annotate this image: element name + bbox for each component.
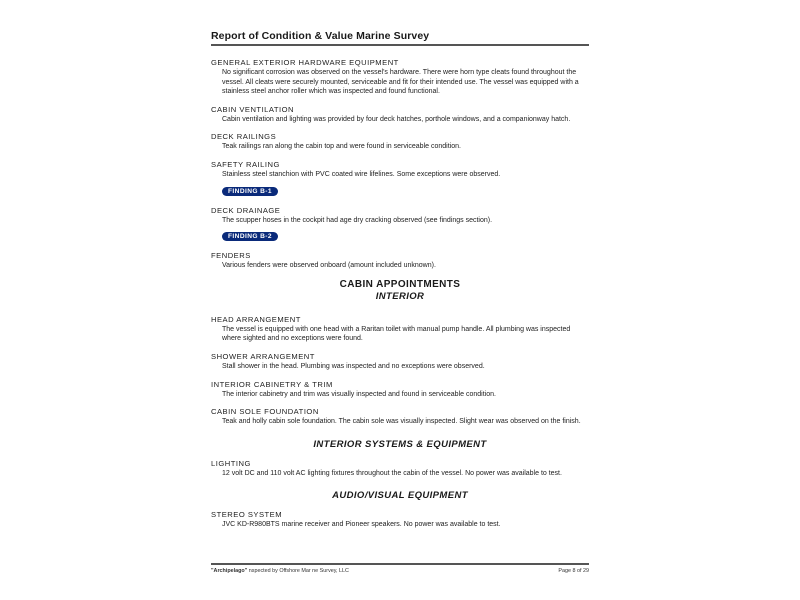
interior-systems-heading: INTERIOR SYSTEMS & EQUIPMENT <box>313 438 487 450</box>
section-body: The vessel is equipped with one head with a Raritan toilet with manual pump handle. All plumbing was inspected where sighted and no exceptions were found. <box>222 325 571 343</box>
audio-visual-heading: AUDIO/VISUAL EQUIPMENT <box>332 490 468 502</box>
section-title: CABIN SOLE FOUNDATION <box>211 407 319 417</box>
section-body: Teak railings ran along the cabin top and were found in serviceable condition. <box>222 143 461 151</box>
section-title: DECK RAILINGS <box>211 132 277 142</box>
section-body: Stall shower in the head. Plumbing was inspected and no exceptions were observed. <box>222 362 485 370</box>
section-title: GENERAL EXTERIOR HARDWARE EQUIPMENT <box>211 58 399 67</box>
section-title: SHOWER ARRANGEMENT <box>211 351 315 361</box>
footer-page-number: Page 8 of 29 <box>558 568 589 574</box>
section-general-exterior-hardware <box>211 58 589 97</box>
footer-inspection-note <box>211 568 349 574</box>
section-safety-railing <box>211 160 589 198</box>
section-deck-railings <box>211 132 589 152</box>
footer-vessel-name: "Archipelago" <box>211 568 248 574</box>
cabin-appointments-heading: CABIN APPOINTMENTS <box>339 278 461 290</box>
section-lighting <box>211 459 589 479</box>
section-title: INTERIOR CABINETRY & TRIM <box>211 379 333 389</box>
section-body: The interior cabinetry and trim was visually inspected and found in serviceable condition. <box>222 390 496 398</box>
section-body: Teak and holly cabin sole foundation. The cabin sole was visually inspected. Slight wear was observed on the finish. <box>222 418 581 426</box>
section-title: LIGHTING <box>211 458 251 468</box>
section-body: Cabin ventilation and lighting was provided by four deck hatches, porthole windows, and a companionway hatch. <box>222 115 571 123</box>
section-body: The scupper hoses in the cockpit had age dry cracking observed (see findings section). <box>222 216 493 224</box>
report-title: Report of Condition & Value Marine Survey <box>211 30 430 42</box>
section-body: JVC KD-R980BTS marine receiver and Pioneer speakers. No power was available to test. <box>222 521 501 529</box>
header-rule <box>211 44 589 46</box>
section-body: 12 volt DC and 110 volt AC lighting fixtures throughout the cabin of the vessel. No power was available to test. <box>222 469 562 477</box>
interior-heading: INTERIOR <box>375 290 425 302</box>
section-body: Stainless steel stanchion with PVC coated wire lifelines. Some exceptions were observed. <box>222 170 501 178</box>
section-interior-cabinetry <box>211 380 589 400</box>
footer-rule <box>211 563 589 565</box>
section-title: FENDERS <box>211 251 251 261</box>
section-title: SAFETY RAILING <box>211 159 280 169</box>
section-title: DECK DRAINAGE <box>211 205 281 215</box>
section-cabin-ventilation <box>211 105 589 125</box>
section-deck-drainage <box>211 206 589 244</box>
section-fenders <box>211 251 589 271</box>
report-page <box>211 30 589 578</box>
section-body: No significant corrosion was observed on the vessel's hardware. There were horn type cleats found throughout the vessel. All cleats were securely mounted, serviceable and fit for their intended use. The vessel was equipped with a stainless steel anchor roller which was inspected and found functional. <box>222 69 579 96</box>
section-body: Various fenders were observed onboard (amount included unknown). <box>222 262 436 270</box>
section-title: STEREO SYSTEM <box>211 510 283 520</box>
section-stereo-system <box>211 510 589 530</box>
section-head-arrangement <box>211 315 589 344</box>
finding-b1-badge[interactable]: FINDING B-1 <box>222 187 278 196</box>
finding-b2-badge[interactable]: FINDING B-2 <box>222 232 278 241</box>
section-shower-arrangement <box>211 352 589 372</box>
section-title: HEAD ARRANGEMENT <box>211 314 301 324</box>
section-title: CABIN VENTILATION <box>211 104 295 114</box>
report-content <box>211 58 589 538</box>
footer-inspected-by: nspected by Offshore Mar ne Survey, LLC <box>247 568 349 574</box>
section-cabin-sole-foundation <box>211 407 589 427</box>
